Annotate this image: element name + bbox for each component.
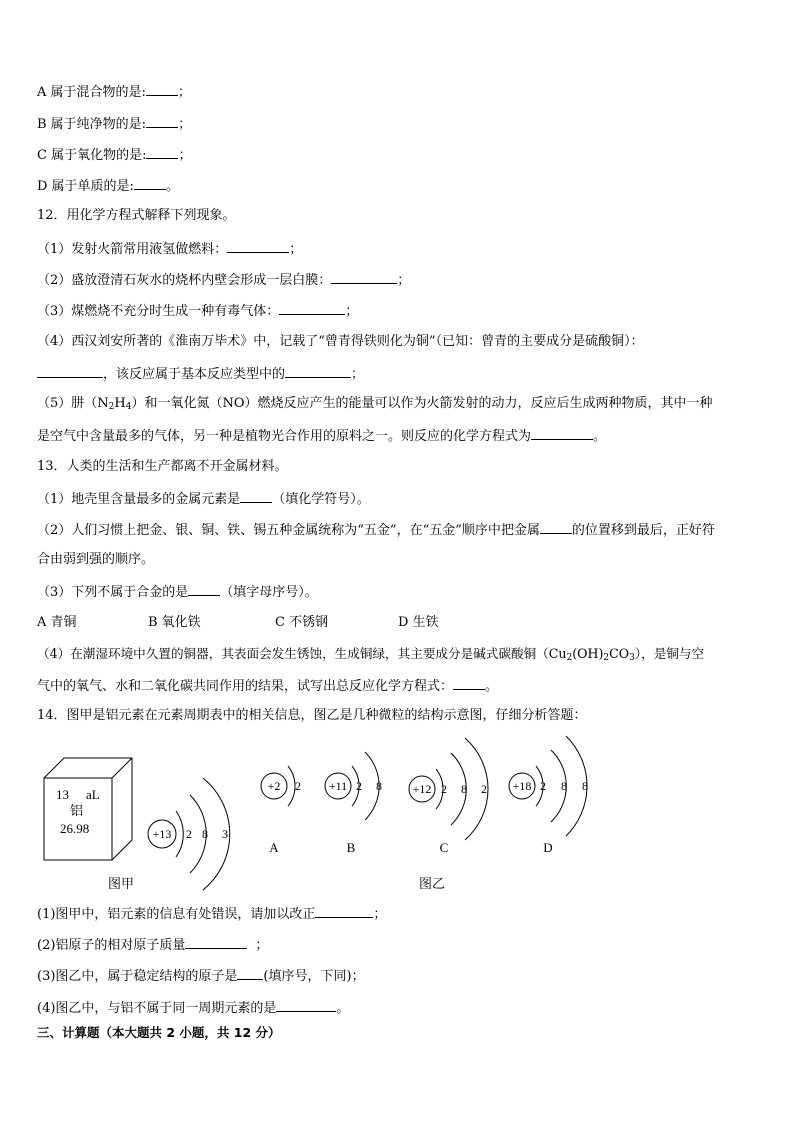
answer-blank[interactable] (540, 521, 572, 534)
answer-blank[interactable] (146, 83, 178, 96)
answer-blank[interactable] (146, 115, 178, 128)
answer-blank[interactable] (237, 967, 263, 980)
particle-label: D (543, 840, 553, 855)
q12-sub-5-line1: （5）肼$(N_2H_4)$和一氧化氮（NO）燃烧反应产生的能量可以作为火箭发射的动力，反应后生成两种物质，其中一种 (37, 396, 713, 412)
q14-sub-1: (1)图甲中，铝元素的信息有处错误，请加以改正 ； (37, 907, 387, 922)
q11-item-a: A 属于混合物的是: ； (37, 85, 191, 100)
answer-blank[interactable] (315, 905, 373, 918)
nucleus-charge: +11 (328, 779, 348, 793)
q11-item-c: C 属于氧化物的是: ； (37, 148, 192, 163)
nucleus-charge: +13 (152, 827, 172, 841)
shell-electrons: 2 (186, 827, 192, 841)
q12-sub-5-line2: 是空气中含量最多的气体，另一种是植物光合作用的原料之一。则反应的化学方程式为 。 (37, 429, 607, 444)
structure-diagrams (0, 733, 794, 893)
shell-electrons: 3 (222, 827, 228, 841)
particle-d-diagram (509, 736, 588, 855)
particle-b-diagram (325, 752, 382, 855)
q12-sub-3: （3）煤燃烧不充分时生成一种有毒气体： ； (37, 304, 359, 319)
element-mass: 26.98 (60, 821, 90, 836)
q13-sub-4-line1: （4）在潮湿环境中久置的铜器，其表面会发生锈蚀，生成铜绿，其主要成分是碱式碳酸铜$(Cu_2(OH)_2CO_3)$，是铜与空 (37, 646, 705, 663)
q13-option-c: C 不锈钢 (275, 615, 329, 630)
answer-blank[interactable] (188, 583, 220, 596)
figure-caption-yi: 图乙 (418, 876, 446, 891)
shell-electrons: 8 (582, 779, 588, 793)
q13-option-d: D 生铁 (398, 615, 439, 630)
q12-sub-4-line2: ，该反应属于基本反应类型中的 ； (37, 365, 364, 383)
electron-shell (288, 766, 295, 806)
answer-blank[interactable] (279, 302, 345, 315)
particle-label: C (439, 840, 449, 855)
q14-sub-4: (4)图乙中，与铝不属于同一周期元素的是 。 (37, 1001, 350, 1016)
shell-electrons: 2 (481, 782, 487, 796)
particle-c-diagram (409, 738, 488, 855)
particle-label: A (269, 840, 279, 855)
q14-title: 14．图甲是铝元素在元素周期表中的相关信息，图乙是几种微粒的结构示意图，仔细分析答题： (37, 708, 587, 723)
q12-sub-4-line1: （4）西汉刘安所著的《淮南万毕术》中，记载了“曾青得铁则化为铜”（已知：曾青的主要成分是硫酸铜）： (37, 334, 644, 349)
answer-blank[interactable] (227, 240, 289, 253)
element-symbol: aL (86, 787, 100, 802)
q14-sub-3: (3)图乙中，属于稳定结构的原子是 (填序号，下同)； (37, 969, 365, 984)
answer-blank[interactable] (276, 999, 336, 1012)
element-cube (44, 758, 132, 860)
nucleus-charge: +18 (512, 779, 532, 793)
q11-item-b: B 属于纯净物的是: ； (37, 117, 192, 132)
answer-blank[interactable] (240, 490, 272, 503)
answer-blank[interactable] (37, 365, 103, 378)
q13-sub-3: （3）下列不属于合金的是 （填字母序号）。 (37, 585, 318, 600)
shell-electrons: 8 (376, 779, 382, 793)
answer-blank[interactable] (285, 365, 351, 378)
shell-electrons: 2 (540, 779, 546, 793)
figure-caption-jia: 图甲 (107, 876, 135, 891)
q12-sub-1: （1）发射火箭常用液氢做燃料： ； (37, 242, 303, 257)
shell-electrons: 8 (561, 779, 567, 793)
q11-item-d: D 属于单质的是: 。 (37, 179, 179, 194)
q13-sub-1: （1）地壳里含量最多的金属元素是 （填化学符号）。 (37, 492, 370, 507)
answer-blank[interactable] (146, 146, 178, 159)
element-number: 13 (56, 787, 69, 802)
shell-electrons: 8 (461, 782, 467, 796)
q13-option-b: B 氧化铁 (148, 615, 201, 630)
particle-a-diagram (261, 766, 301, 855)
answer-blank[interactable] (531, 427, 593, 440)
answer-blank[interactable] (185, 936, 247, 949)
al-atom-diagram (148, 778, 230, 890)
section-heading: 三、计算题（本大题共 2 小题，共 12 分） (37, 1025, 281, 1040)
element-name: 铝 (70, 803, 84, 818)
answer-blank[interactable] (331, 271, 397, 284)
q13-sub-2-line1: （2）人们习惯上把金、银、铜、铁、锡五种金属统称为“五金”，在“五金”顺序中把金属 的位置移到最后，正好符 (37, 523, 715, 538)
shell-electrons: 2 (441, 782, 447, 796)
answer-blank[interactable] (453, 677, 485, 690)
nucleus-charge: +12 (412, 782, 432, 796)
nucleus-charge: +2 (267, 779, 281, 793)
shell-electrons: 2 (295, 779, 301, 793)
shell-electrons: 2 (356, 779, 362, 793)
q13-sub-2-line2: 合由弱到强的顺序。 (37, 552, 155, 567)
q13-option-a: A 青铜 (37, 615, 77, 630)
shell-electrons: 8 (202, 827, 208, 841)
answer-blank[interactable] (134, 177, 166, 190)
q14-sub-2: (2)铝原子的相对原子质量 ； (37, 938, 269, 953)
electron-shell (176, 811, 183, 857)
q13-sub-4-line2: 气中的氧气、水和二氧化碳共同作用的结果，试写出总反应化学方程式： 。 (37, 679, 499, 694)
particle-label: B (346, 840, 356, 855)
q12-title: 12．用化学方程式解释下列现象。 (37, 208, 236, 223)
q13-title: 13．人类的生活和生产都离不开金属材料。 (37, 459, 288, 474)
q12-sub-2: （2）盛放澄清石灰水的烧杯内壁会形成一层白膜： ； (37, 273, 411, 288)
